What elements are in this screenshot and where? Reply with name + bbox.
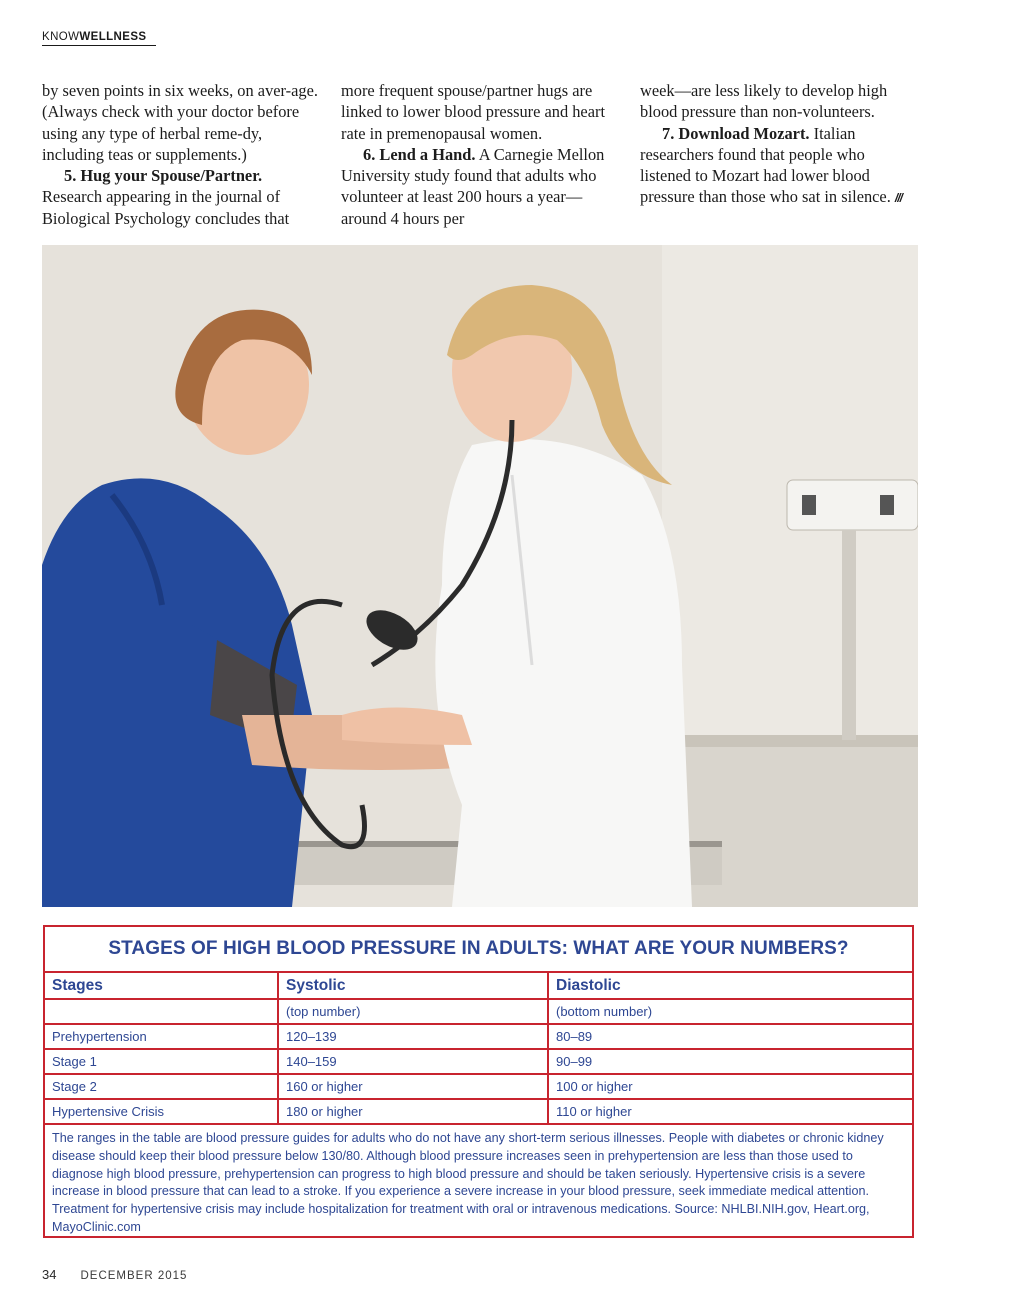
section-tag <box>42 31 146 43</box>
column-2-paragraph: more frequent spouse/partner hugs are linked to lower blood pressure and heart rate in premenopausal women. <box>341 81 605 143</box>
table-note: The ranges in the table are blood pressure guides for adults who do not have any short-term serious illnesses. People with diabetes or chronic kidney disease should keep their blood pressure below 130/80. Although blood pressure increases seen in prehypertension are less than those used to diagnose high blood pressure, prehypertension can progress to high blood pressure and should be taken seriously. Hypertensive crisis is a severe increase in blood pressure that can lead to a stroke. If you experience a severe increase in your blood pressure, seek immediate medical attention. Treatment for hypertensive crisis may include hospitalization for treatment with oral or intravenous medications. Source: NHLBI.NIH.gov, Heart.org, MayoClinic.com <box>52 1131 884 1234</box>
table-title: STAGES OF HIGH BLOOD PRESSURE IN ADULTS: WHAT ARE YOUR NUMBERS? <box>45 927 912 973</box>
stage-cell: Hypertensive Crisis <box>45 1099 278 1124</box>
tip-6 <box>341 144 619 229</box>
table-row <box>45 1099 912 1124</box>
section-tag-know: KNOW <box>42 31 80 43</box>
systolic-cell: 140–159 <box>278 1049 548 1074</box>
tip-7-heading: 7. Download Mozart. <box>662 123 810 143</box>
article-column-2 <box>341 80 619 229</box>
article-column-1 <box>42 80 320 229</box>
table-header-row <box>45 973 912 999</box>
article-column-3 <box>640 80 918 210</box>
column-1-paragraph: by seven points in six weeks, on aver-age. (Always check with your doctor before using any type of herbal reme-dy, including teas or supplements.) <box>42 81 318 164</box>
diastolic-cell: 80–89 <box>548 1024 912 1049</box>
tip-5-heading: 5. Hug your Spouse/Partner. <box>64 166 263 186</box>
page-footer <box>42 1267 187 1282</box>
stages-table <box>45 973 912 1125</box>
table-row <box>45 1074 912 1099</box>
header-stages: Stages <box>45 973 278 999</box>
diastolic-cell: 110 or higher <box>548 1099 912 1124</box>
blood-pressure-table <box>43 925 914 1238</box>
subheader-systolic: (top number) <box>278 999 548 1024</box>
diastolic-cell: 90–99 <box>548 1049 912 1074</box>
stage-cell: Stage 1 <box>45 1049 278 1074</box>
tip-6-text: A Carnegie Mellon University study found that adults who volunteer at least 200 hours a year—around 4 hours per <box>341 144 605 228</box>
systolic-cell: 160 or higher <box>278 1074 548 1099</box>
table-row <box>45 1049 912 1074</box>
stage-cell: Prehypertension <box>45 1024 278 1049</box>
tip-5 <box>42 165 320 186</box>
tip-7-text: Italian researchers found that people who listened to Mozart had lower blood pressure than those who sat in silence. <box>640 123 891 207</box>
systolic-cell: 180 or higher <box>278 1099 548 1124</box>
section-tag-underline <box>42 45 156 46</box>
tip-5-text: Research appearing in the journal of Biological Psychology concludes that <box>42 187 290 228</box>
stage-cell: Stage 2 <box>45 1074 278 1099</box>
issue-date: DECEMBER 2015 <box>80 1270 188 1282</box>
page-number: 34 <box>42 1267 57 1282</box>
table-row <box>45 1024 912 1049</box>
header-diastolic: Diastolic <box>548 973 912 999</box>
section-tag-wellness: WELLNESS <box>79 31 147 43</box>
systolic-cell: 120–139 <box>278 1024 548 1049</box>
tip-6-heading: 6. Lend a Hand. <box>363 144 476 164</box>
end-mark-icon: /// <box>894 191 902 206</box>
subheader-stages <box>45 999 278 1024</box>
article-photo <box>42 245 918 907</box>
tip-7 <box>640 123 918 210</box>
header-systolic: Systolic <box>278 973 548 999</box>
diastolic-cell: 100 or higher <box>548 1074 912 1099</box>
table-subheader-row <box>45 999 912 1024</box>
subheader-diastolic: (bottom number) <box>548 999 912 1024</box>
column-3-paragraph: week—are less likely to develop high blood pressure than non-volunteers. <box>640 81 888 122</box>
